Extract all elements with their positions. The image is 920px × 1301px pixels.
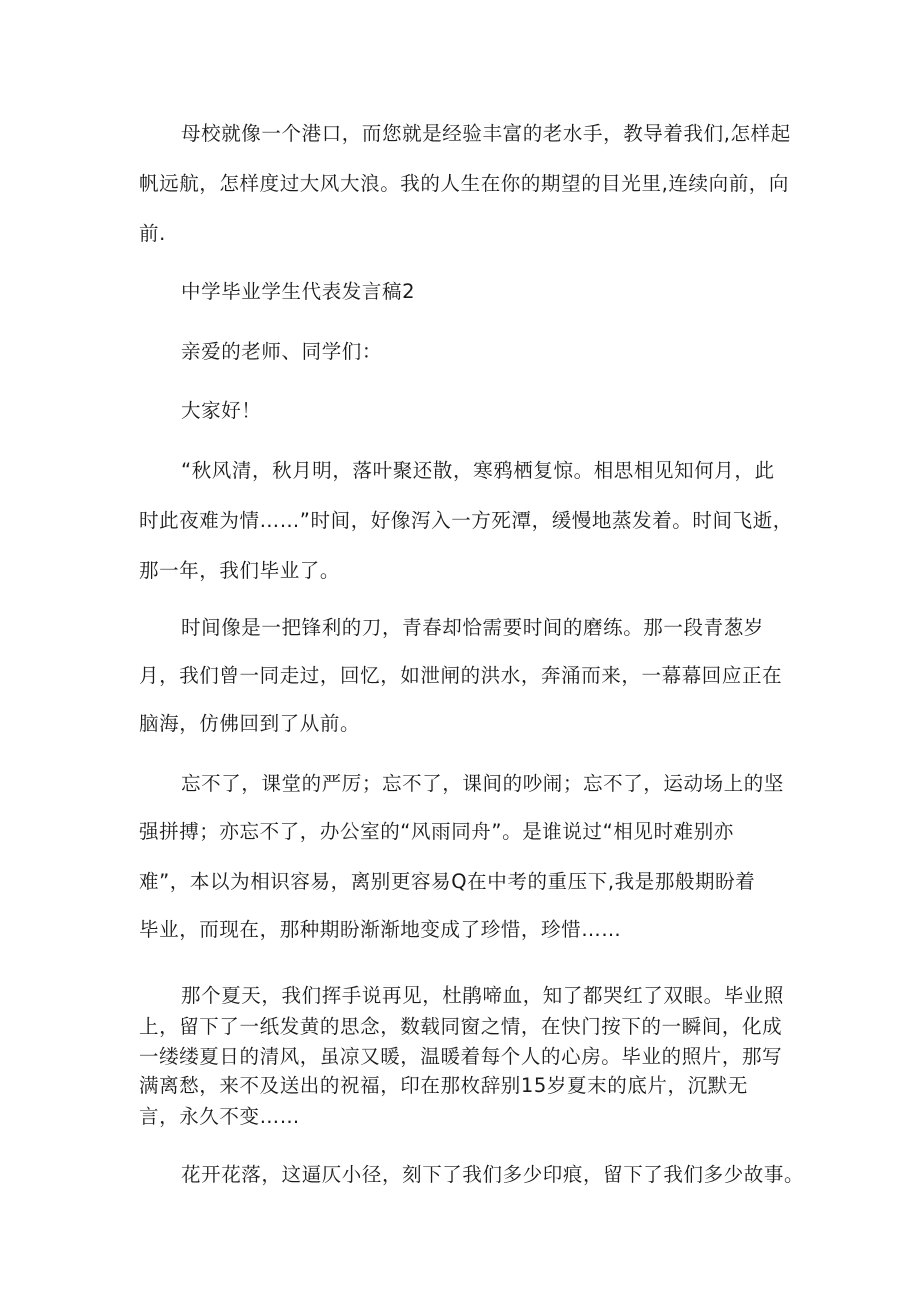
paragraph-1-line-2: 帆远航，怎样度过大风大浪。我的人生在你的期望的目光里,连续向前，向 (139, 172, 789, 195)
paragraph-4-line-4: 毕业，而现在，那种期盼渐渐地变成了珍惜，珍惜…… (139, 918, 622, 941)
section-heading: 中学毕业学生代表发言稿2 (181, 280, 416, 303)
salutation: 亲爱的老师、同学们： (181, 340, 383, 363)
paragraph-1-line-1: 母校就像一个港口，而您就是经验丰富的老水手，教导着我们,怎样起 (181, 122, 791, 145)
paragraph-2-line-3: 那一年，我们毕业了。 (139, 559, 341, 582)
paragraph-4-line-3: 难”，本以为相识容易，离别更容易Q在中考的重压下,我是那般期盼着 (139, 870, 756, 893)
paragraph-5-line-2: 上，留下了一纸发黄的思念，数载同窗之情，在快门按下的一瞬间，化成 (139, 1015, 783, 1038)
paragraph-6-line-1: 花开花落，这逼仄小径，刻下了我们多少印痕，留下了我们多少故事。 (181, 1163, 805, 1186)
paragraph-2-line-2: 时此夜难为情……”时间，好像泻入一方死潭，缓慢地蒸发着。时间飞逝， (139, 509, 793, 532)
paragraph-5-line-5: 言，永久不变…… (139, 1105, 300, 1128)
paragraph-5-line-1: 那个夏天，我们挥手说再见，杜鹃啼血，知了都哭红了双眼。毕业照 (181, 984, 785, 1007)
paragraph-3-line-2: 月，我们曾一同走过，回忆，如泄闸的洪水，奔涌而来，一幕幕回应正在 (139, 664, 783, 687)
paragraph-5-line-4: 满离愁，来不及送出的祝福，印在那枚辞别15岁夏末的底片，沉默无 (139, 1074, 748, 1097)
paragraph-5-line-3: 一缕缕夏日的清风，虽凉又暖，温暖着每个人的心房。毕业的照片，那写 (139, 1045, 783, 1068)
paragraph-3-line-1: 时间像是一把锋利的刀，青春却恰需要时间的磨练。那一段青葱岁 (181, 616, 764, 639)
paragraph-2-line-1: “秋风清，秋月明，落叶聚还散，寒鸦栖复惊。相思相见知何月，此 (181, 459, 775, 482)
paragraph-3-line-3: 脑海，仿佛回到了从前。 (139, 712, 361, 735)
paragraph-1-line-3: 前. (139, 222, 166, 245)
paragraph-4-line-1: 忘不了，课堂的严厉；忘不了，课间的吵闹；忘不了，运动场上的坚 (181, 772, 785, 795)
paragraph-4-line-2: 强拼搏；亦忘不了，办公室的“风雨同舟”。是谁说过“相见时难别亦 (139, 820, 734, 843)
greeting: 大家好！ (181, 399, 262, 422)
